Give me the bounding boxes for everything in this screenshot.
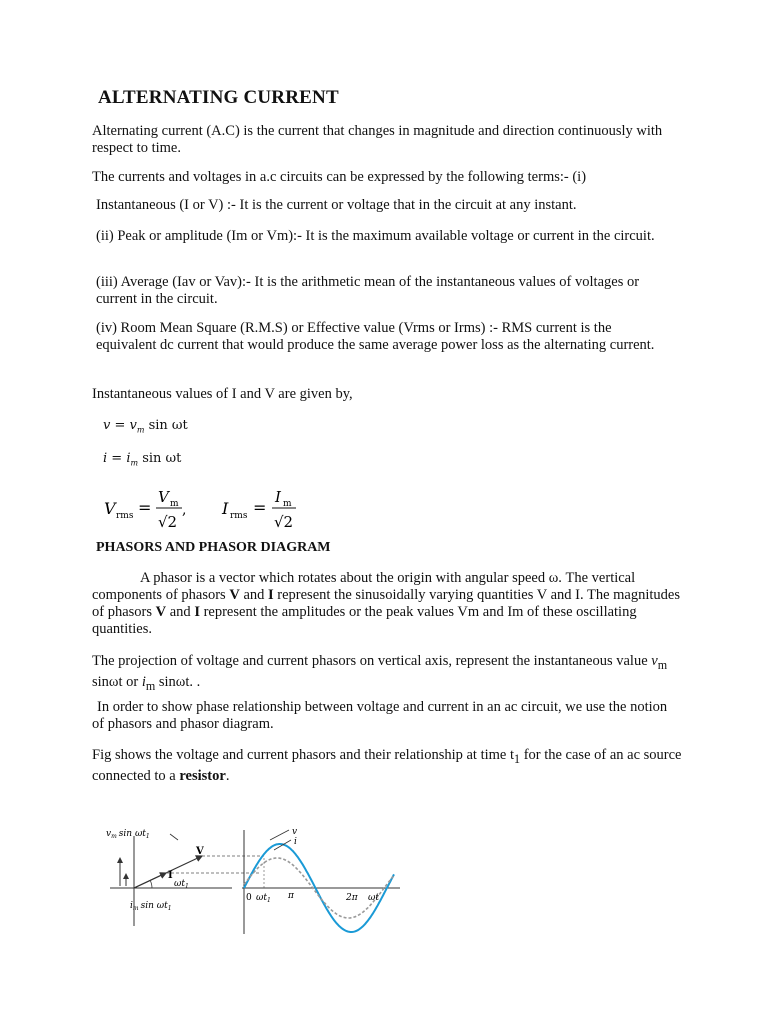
vm-label: $v_m$ $\sin \omega t_1$ — [106, 829, 150, 840]
v-rms-comma: , — [182, 502, 187, 518]
voltage-equation-lhs: v = v — [103, 418, 137, 433]
projection-vm-sub: m — [657, 657, 668, 672]
voltage-phasor-label: V — [196, 846, 204, 857]
voltage-legend-label: v — [292, 827, 298, 837]
phasor-text-g: and — [166, 604, 195, 620]
rotation-indicator — [170, 834, 178, 840]
v-rms-formula — [104, 488, 186, 531]
fig-text-sub: 1 — [514, 751, 521, 766]
phasor-text-c: and — [239, 587, 268, 603]
term-average: (iii) Average (Iav or Vav):- It is the arithmetic mean of the instantaneous values of voltages or current in the circuit. — [96, 274, 640, 307]
fig-text-a: Fig shows the voltage and current phasors and their relationship at time t — [92, 747, 515, 763]
angle-arc — [150, 880, 152, 888]
projection-paragraph — [92, 653, 682, 695]
phasor-diagram-figure — [104, 826, 404, 938]
phasor-text-a: A phasor is a vector which rotates about the origin with angular speed ω. The vertical components of phasors — [92, 570, 636, 603]
projection-text-c: sinωt. . — [155, 673, 201, 690]
voltage-equation-sub: m — [136, 425, 145, 435]
axis-wt1-label: $\omega t_1$ — [256, 893, 271, 904]
voltage-equation — [103, 417, 188, 439]
phasor-bold-i: I — [268, 587, 274, 603]
v-rms-equals: = — [138, 498, 152, 517]
fig-text-bold: resistor — [179, 767, 226, 784]
current-equation-rhs: sin ωt — [138, 451, 182, 466]
i-rms-equals: = — [253, 498, 267, 517]
axis-origin-label: 0 — [246, 893, 252, 903]
instantaneous-intro: Instantaneous values of I and V are given by, — [92, 386, 353, 402]
axis-wt-label: ωt — [368, 893, 379, 903]
phasor-text-e: represent the sinusoidally varying quantities V and I. The magnitudes of phasors — [92, 587, 680, 620]
fig-text-b: for the case of an ac source connected to a — [92, 747, 682, 784]
projection-im-sub: m — [145, 678, 156, 693]
intro-paragraph: Alternating current (A.C) is the current that changes in magnitude and direction continuously with respect to time. — [92, 123, 663, 156]
v-rms-lhs: V — [104, 499, 116, 518]
figure-description-paragraph — [92, 747, 682, 785]
current-equation-sub: m — [130, 458, 139, 468]
i-rms-lhs: I — [222, 499, 229, 518]
phasor-bold-i2: I — [194, 604, 200, 620]
angle-label: $\omega t_1$ — [174, 879, 189, 890]
voltage-legend-pointer — [270, 830, 289, 840]
current-legend-label: i — [294, 837, 297, 847]
projection-vm: v — [651, 653, 658, 669]
v-rms-den: √2 — [158, 513, 178, 531]
axis-pi-label: π — [288, 891, 294, 901]
term-peak: (ii) Peak or amplitude (Im or Vm):- It is the maximum available voltage or current in the circuit. — [96, 228, 655, 244]
im-label: $i_m$ $\sin \omega t_1$ — [130, 901, 172, 912]
phasor-definition-paragraph — [92, 570, 682, 638]
current-equation — [103, 450, 181, 472]
phase-relationship-paragraph: In order to show phase relationship between voltage and current in an ac circuit, we use the notion of phasors and phasor diagram. — [92, 699, 668, 732]
waveform-graph — [242, 827, 400, 934]
i-rms-num: I — [275, 488, 281, 506]
current-equation-lhs: i = i — [103, 451, 131, 466]
current-phasor-label: I — [168, 870, 173, 881]
projection-text-a: The projection of voltage and current phasors on vertical axis, represent the instantaneous value — [92, 653, 652, 669]
v-rms-num: V — [158, 488, 169, 506]
voltage-equation-rhs: sin ωt — [144, 418, 188, 433]
rms-formulas — [100, 485, 320, 531]
page-title: ALTERNATING CURRENT — [98, 87, 339, 108]
projection-im: i — [141, 673, 146, 690]
phasor-bold-v: V — [229, 587, 240, 603]
phasor-diagram — [106, 829, 264, 926]
section-heading-phasors: PHASORS AND PHASOR DIAGRAM — [96, 540, 331, 555]
terms-intro-paragraph: The currents and voltages in a.c circuits can be expressed by the following terms:- (i) — [92, 169, 587, 185]
v-rms-num-sub: m — [170, 499, 179, 509]
term-rms: (iv) Room Mean Square (R.M.S) or Effective value (Vrms or Irms) :- RMS current is the equivalent dc current that would produce the same average power loss as the alternating current. — [96, 320, 655, 353]
i-rms-den: √2 — [274, 513, 294, 531]
axis-2pi-label: 2π — [346, 893, 358, 903]
term-instantaneous: Instantaneous (I or V) :- It is the current or voltage that in the circuit at any instant. — [96, 197, 577, 213]
phasor-bold-v2: V — [155, 604, 167, 620]
projection-text-b: sinωt or — [92, 673, 142, 690]
v-rms-lhs-sub: rms — [116, 511, 134, 521]
i-rms-lhs-sub: rms — [230, 511, 248, 521]
i-rms-num-sub: m — [283, 499, 292, 509]
fig-text-c: . — [225, 767, 230, 784]
phasor-text-i: represent the amplitudes or the peak values Vm and Im of these oscillating quantities. — [92, 604, 637, 637]
i-rms-formula — [221, 488, 296, 531]
